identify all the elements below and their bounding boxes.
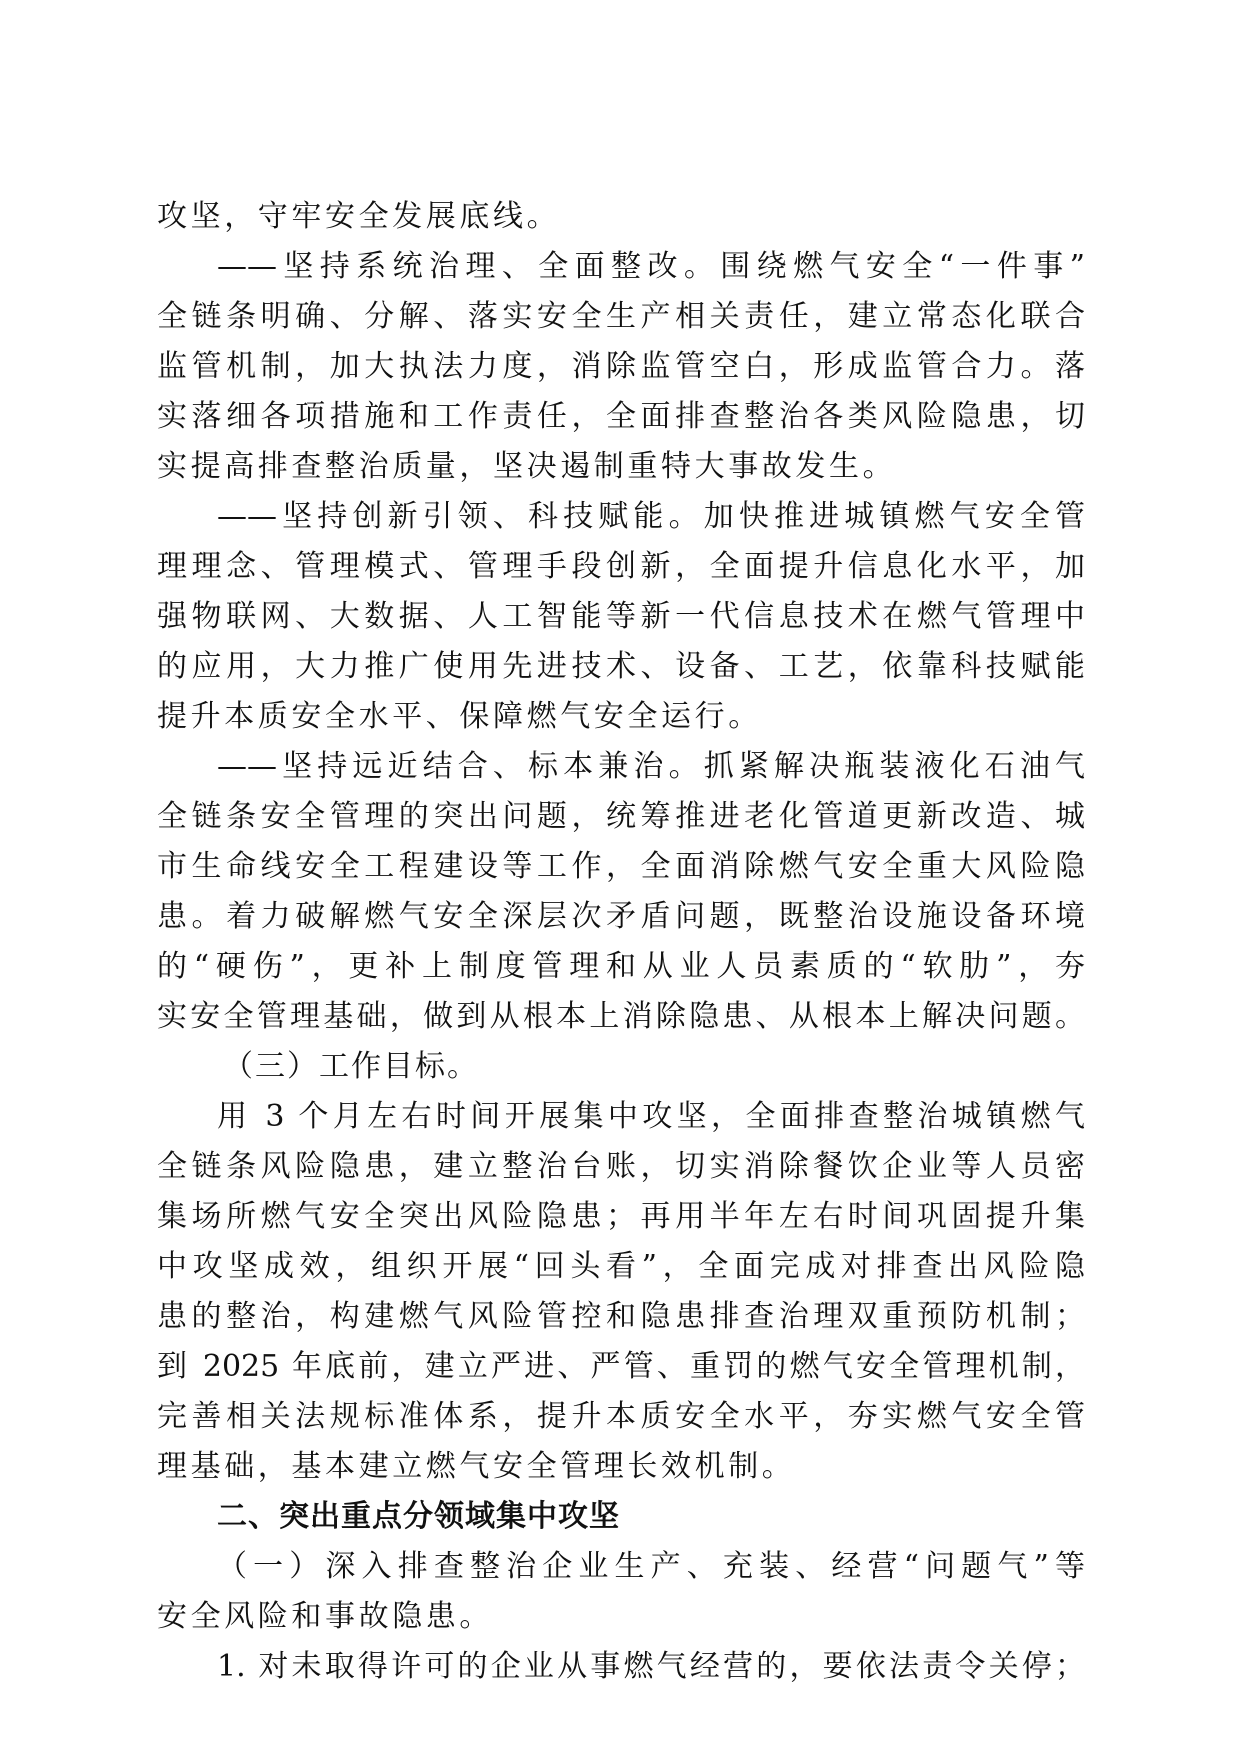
paragraph-start-line: ——坚持远近结合、标本兼治。抓紧解决瓶装液化石油气 bbox=[217, 749, 1085, 784]
text-line: 理理念、管理模式、管理手段创新，全面提升信息化水平，加 bbox=[157, 549, 1085, 584]
text-line: 监管机制，加大执法力度，消除监管空白，形成监管合力。落 bbox=[157, 349, 1085, 384]
text-line: 攻坚，守牢安全发展底线。 bbox=[157, 199, 561, 234]
text-line: 实落细各项措施和工作责任，全面排查整治各类风险隐患，切 bbox=[157, 399, 1085, 434]
paragraph-start-line: 用 3 个月左右时间开展集中攻坚，全面排查整治城镇燃气 bbox=[217, 1099, 1085, 1134]
text-line: 全链条风险隐患，建立整治台账，切实消除餐饮企业等人员密 bbox=[157, 1149, 1085, 1184]
text-line: 集场所燃气安全突出风险隐患；再用半年左右时间巩固提升集 bbox=[157, 1199, 1085, 1234]
text-line: 安全风险和事故隐患。 bbox=[157, 1599, 493, 1634]
text-line: 全链条明确、分解、落实安全生产相关责任，建立常态化联合 bbox=[157, 299, 1085, 334]
text-line: 理基础，基本建立燃气安全管理长效机制。 bbox=[157, 1449, 796, 1484]
document-page bbox=[157, 192, 1085, 1692]
list-item-line: 1. 对未取得许可的企业从事燃气经营的，要依法责令关停； bbox=[217, 1649, 1085, 1684]
section-heading: 二、突出重点分领域集中攻坚 bbox=[217, 1499, 620, 1534]
paragraph-start-line: （一）深入排查整治企业生产、充装、经营“问题气”等 bbox=[217, 1549, 1085, 1584]
text-line: 市生命线安全工程建设等工作，全面消除燃气安全重大风险隐 bbox=[157, 849, 1085, 884]
text-line: 中攻坚成效，组织开展“回头看”，全面完成对排查出风险隐 bbox=[157, 1249, 1085, 1284]
text-line: 完善相关法规标准体系，提升本质安全水平，夯实燃气安全管 bbox=[157, 1399, 1085, 1434]
text-line: 的“硬伤”，更补上制度管理和从业人员素质的“软肋”，夯 bbox=[157, 949, 1085, 984]
text-line: 患的整治，构建燃气风险管控和隐患排查治理双重预防机制； bbox=[157, 1299, 1085, 1334]
text-line: 患。着力破解燃气安全深层次矛盾问题，既整治设施设备环境 bbox=[157, 899, 1085, 934]
text-line: 实安全管理基础，做到从根本上消除隐患、从根本上解决问题。 bbox=[157, 999, 1085, 1034]
text-line: 强物联网、大数据、人工智能等新一代信息技术在燃气管理中 bbox=[157, 599, 1085, 634]
paragraph-start-line: ——坚持系统治理、全面整改。围绕燃气安全“一件事” bbox=[217, 249, 1085, 284]
text-line: 实提高排查整治质量，坚决遏制重特大事故发生。 bbox=[157, 449, 897, 484]
paragraph-start-line: ——坚持创新引领、科技赋能。加快推进城镇燃气安全管 bbox=[217, 499, 1085, 534]
section-subheading: （三）工作目标。 bbox=[223, 1049, 479, 1084]
text-line: 全链条安全管理的突出问题，统筹推进老化管道更新改造、城 bbox=[157, 799, 1085, 834]
text-line: 到 2025 年底前，建立严进、严管、重罚的燃气安全管理机制， bbox=[157, 1349, 1085, 1384]
text-line: 提升本质安全水平、保障燃气安全运行。 bbox=[157, 699, 762, 734]
text-line: 的应用，大力推广使用先进技术、设备、工艺，依靠科技赋能 bbox=[157, 649, 1085, 684]
